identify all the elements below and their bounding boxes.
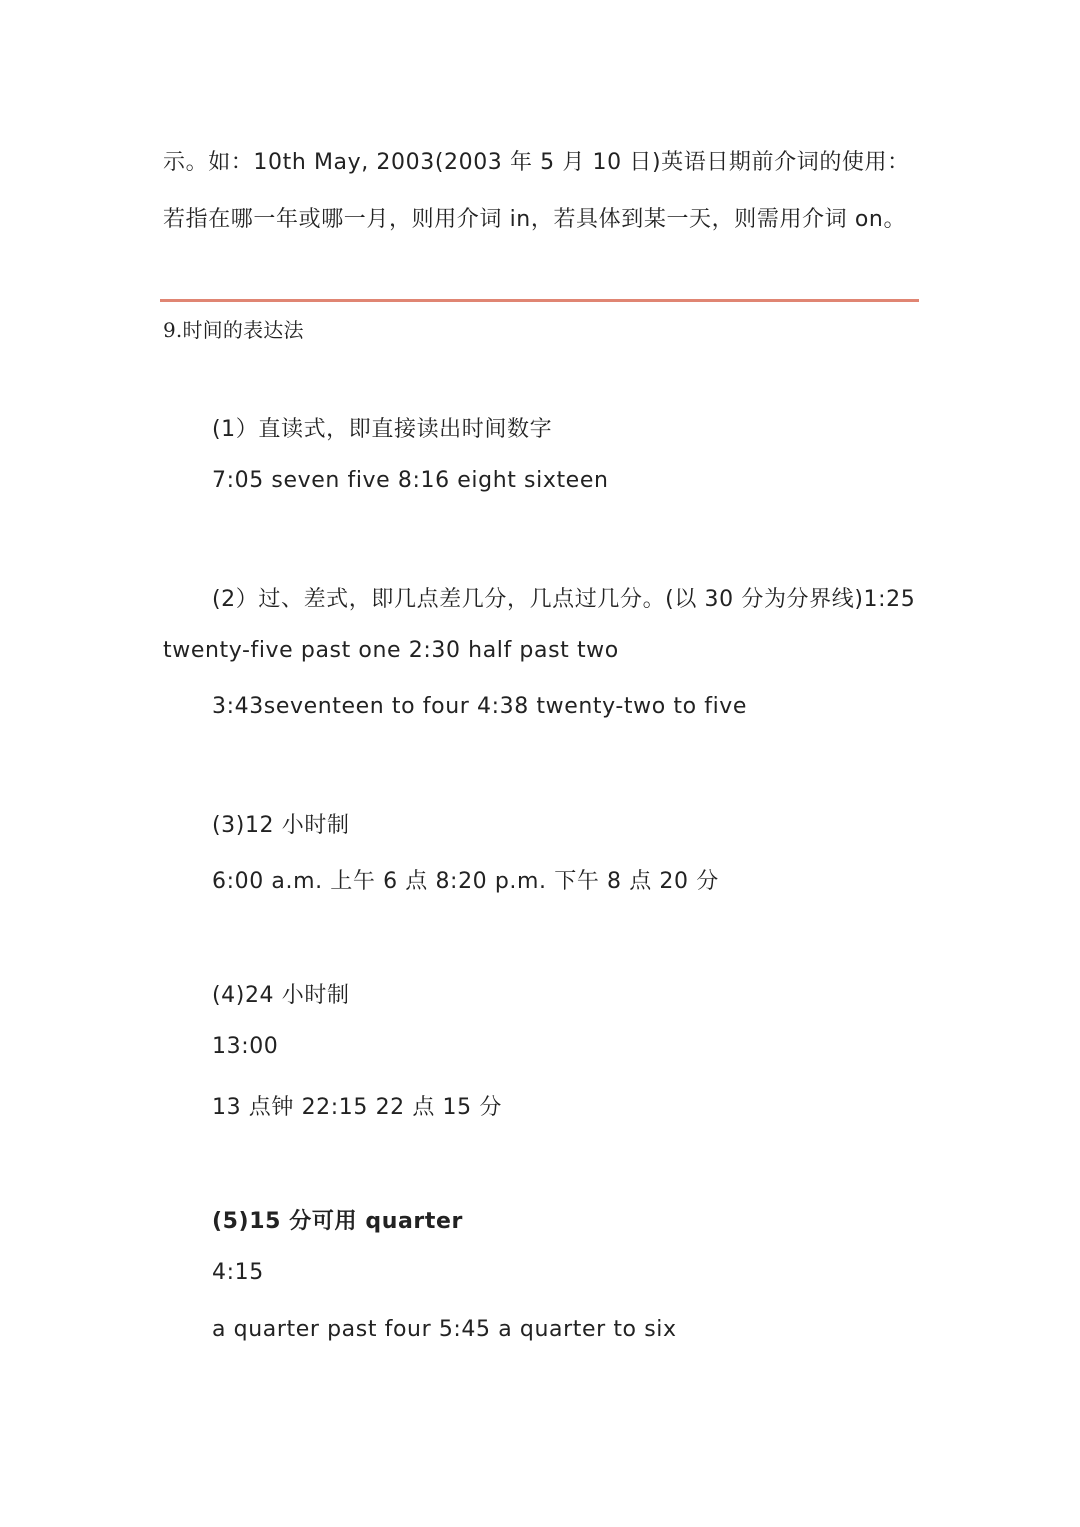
item-5-title: (5)15 分可用 quarter — [212, 1209, 463, 1234]
item-4-line-2: 13 点钟 22:15 22 点 15 分 — [212, 1095, 502, 1120]
intro-line-2: 若指在哪一年或哪一月，则用介词 in，若具体到某一天，则需用介词 on。 — [163, 207, 907, 232]
item-2-title: (2）过、差式，即几点差几分，几点过几分。(以 30 分为分界线)1:25 — [212, 587, 916, 612]
section-title: 9.时间的表达法 — [163, 318, 304, 342]
item-3-example: 6:00 a.m. 上午 6 点 8:20 p.m. 下午 8 点 20 分 — [212, 869, 719, 894]
item-2-example: 3:43seventeen to four 4:38 twenty-two to five — [212, 694, 748, 719]
section-divider — [160, 299, 919, 302]
item-1-title: (1）直读式，即直接读出时间数字 — [212, 417, 553, 442]
item-3-title: (3)12 小时制 — [212, 813, 350, 838]
intro-line-1: 示。如：10th May, 2003(2003 年 5 月 10 日)英语日期前介词的使用： — [163, 150, 910, 175]
item-5-line-1: 4:15 — [212, 1260, 264, 1285]
item-5-line-2: a quarter past four 5:45 a quarter to six — [212, 1317, 677, 1342]
item-4-line-1: 13:00 — [212, 1034, 279, 1059]
item-1-example: 7:05 seven five 8:16 eight sixteen — [212, 468, 609, 493]
item-4-title: (4)24 小时制 — [212, 983, 350, 1008]
item-2-continuation: twenty-five past one 2:30 half past two — [163, 638, 619, 663]
